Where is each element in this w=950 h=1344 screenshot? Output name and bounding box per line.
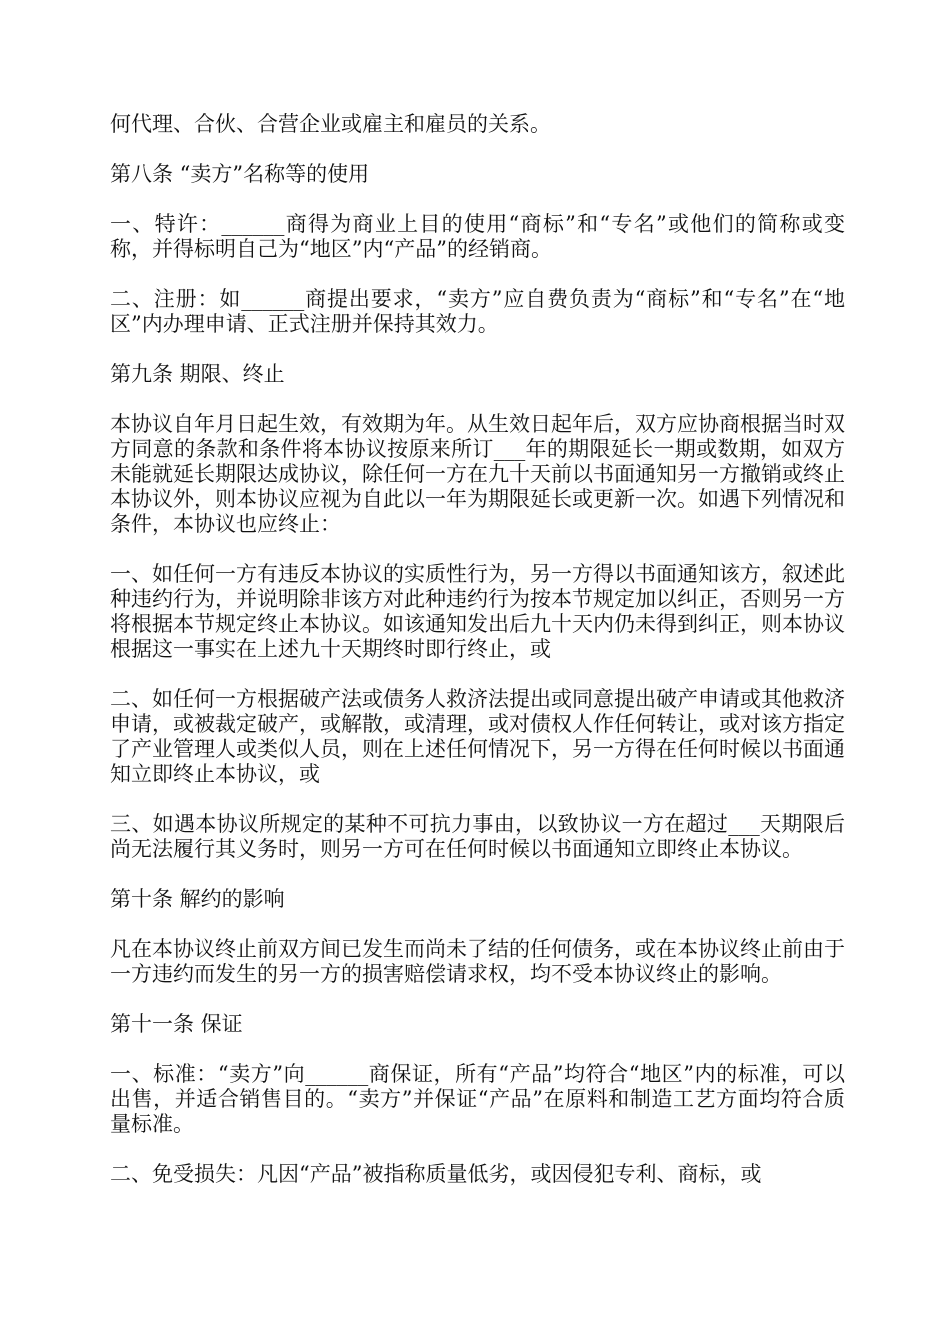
article-9-heading: 第九条 期限、终止 [110,362,285,386]
article-9-clause-1: 一、如任何一方有违反本协议的实质性行为，另一方得以书面通知该方，叙述此种违约行为，并说明除非该方对此种违约行为按本节规定加以纠正，否则另一方将根据本节规定终止本协议。如该通知发出后九十天内仍未得到纠正，则本协议根据这一事实在上述九十天期终时即行终止，或 [110,562,845,661]
article-9-clause-2: 二、如任何一方根据破产法或债务人救济法提出或同意提出破产申请或其他救济申请，或被裁定破产，或解散，或清理，或对债权人作任何转让，或对该方指定了产业管理人或类似人员，则在上述任何情况下，另一方得在任何时候以书面通知立即终止本协议，或 [110,687,845,786]
article-11-heading: 第十一条 保证 [110,1012,243,1036]
article-8-clause-2: 二、注册：如______商提出要求，“卖方”应自费负责为“商标”和“专名”在“地区”内办理申请、正式注册并保持其效力。 [110,287,845,336]
article-8-clause-1: 一、特许：______商得为商业上目的使用“商标”和“专名”或他们的简称或变称，并得标明自己为“地区”内“产品”的经销商。 [110,212,845,261]
article-9-body: 本协议自年月日起生效，有效期为年。从生效日起年后，双方应协商根据当时双方同意的条款和条件将本协议按原来所订___年的期限延长一期或数期，如双方未能就延长期限达成协议，除任何一方在九十天前以书面通知另一方撤销或终止本协议外，则本协议应视为自此以一年为期限延长或更新一次。如遇下列情况和条件，本协议也应终止： [110,412,845,536]
article-8-heading: 第八条 “卖方”名称等的使用 [110,162,370,186]
document-body [110,112,845,1212]
article-10-body: 凡在本协议终止前双方间已发生而尚未了结的任何债务，或在本协议终止前由于一方违约而发生的另一方的损害赔偿请求权，均不受本协议终止的影响。 [110,937,845,986]
paragraph-continuation: 何代理、合伙、合营企业或雇主和雇员的关系。 [110,112,551,136]
article-10-heading: 第十条 解约的影响 [110,887,285,911]
article-9-clause-3: 三、如遇本协议所规定的某种不可抗力事由，以致协议一方在超过___天期限后尚无法履行其义务时，则另一方可在任何时候以书面通知立即终止本协议。 [110,812,845,861]
article-11-clause-2: 二、免受损失：凡因“产品”被指称质量低劣，或因侵犯专利、商标，或 [110,1162,762,1186]
article-11-clause-1: 一、标准：“卖方”向______商保证，所有“产品”均符合“地区”内的标准，可以出售，并适合销售目的。“卖方”并保证“产品”在原料和制造工艺方面均符合质量标准。 [110,1062,845,1136]
